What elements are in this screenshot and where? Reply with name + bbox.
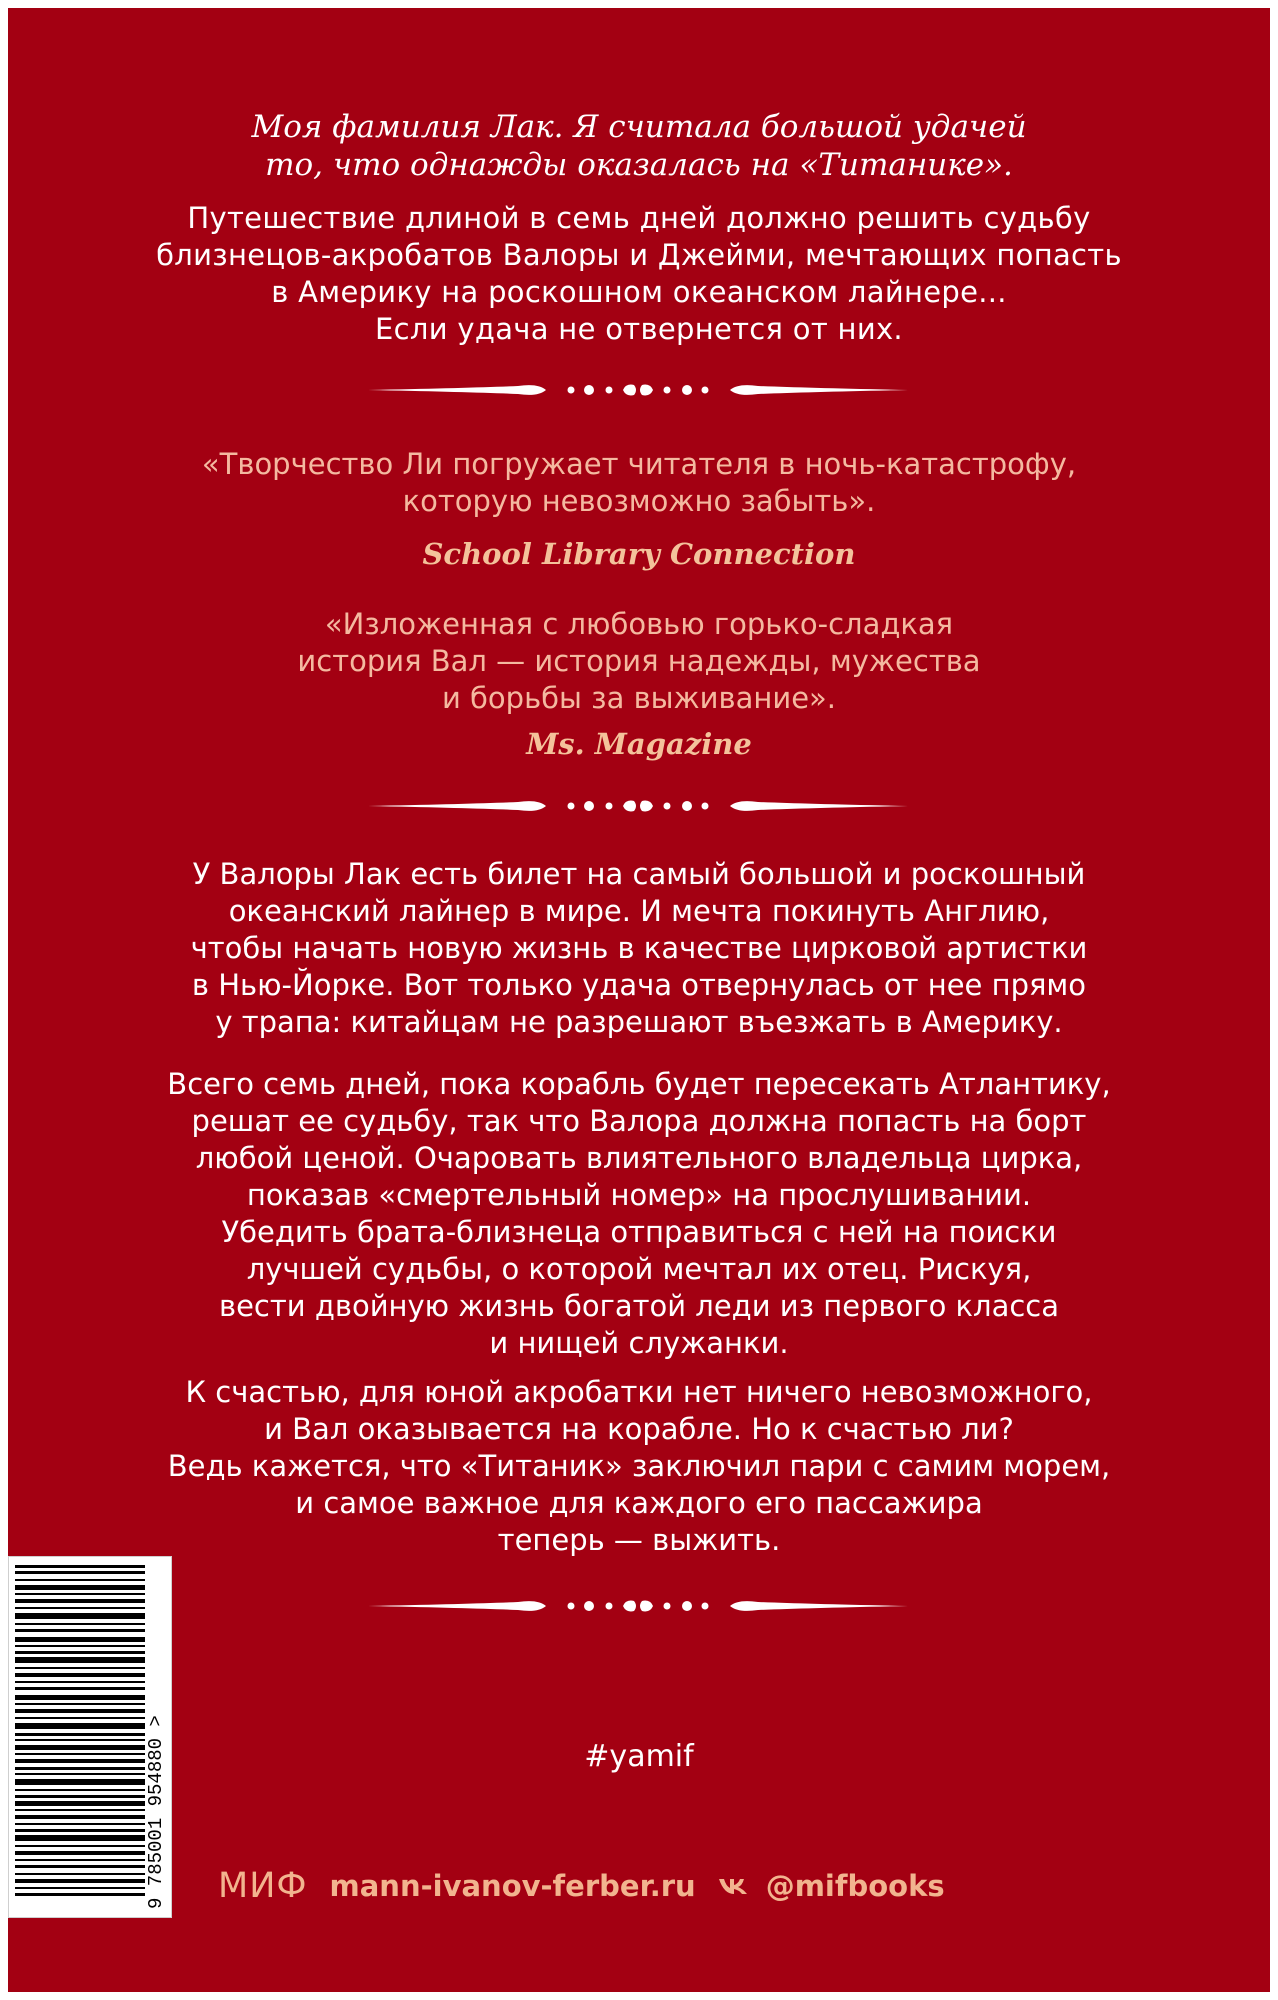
intro-paragraph <box>8 200 1270 348</box>
description-line: вести двойную жизнь богатой леди из первого класса <box>218 1289 1060 1323</box>
ornamental-divider <box>368 793 908 819</box>
barcode-digits: 9 785001 954880 > <box>145 1715 167 1909</box>
description-paragraph-3 <box>8 1374 1270 1559</box>
intro-italic-line: то, что однажды оказалась на «Титанике». <box>265 147 1013 183</box>
description-line: у трапа: китайцам не разрешают въезжать в Америку. <box>215 1005 1063 1039</box>
intro-line: Путешествие длиной в семь дней должно решить судьбу <box>187 201 1091 235</box>
publisher-footer <box>218 1866 945 1906</box>
review-source-2: Ms. Magazine <box>526 727 752 761</box>
publisher-logo: МИФ <box>218 1866 308 1906</box>
description-line: и Вал оказывается на корабле. Но к счастью ли? <box>264 1412 1014 1446</box>
review-quote-line: и борьбы за выживание». <box>441 681 837 715</box>
description-line: океанский лайнер в мире. И мечта покинуть Англию, <box>228 894 1050 928</box>
ornamental-divider <box>368 377 908 403</box>
vk-icon[interactable] <box>718 1876 748 1896</box>
description-line: Убедить брата-близнеца отправиться с ней на поиски <box>221 1215 1057 1249</box>
description-line: и нищей служанки. <box>489 1326 789 1360</box>
review-quote-2 <box>8 606 1270 717</box>
intro-line: близнецов-акробатов Валоры и Джейми, мечтающих попасть <box>156 238 1122 272</box>
intro-line: Если удача не отвернется от них. <box>375 312 903 346</box>
description-line: У Валоры Лак есть билет на самый большой и роскошный <box>192 857 1086 891</box>
review-source-1: School Library Connection <box>422 537 856 571</box>
social-handle-link[interactable]: @mifbooks <box>765 1869 945 1903</box>
description-line: показав «смертельный номер» на прослушивании. <box>246 1178 1032 1212</box>
description-line: теперь — выжить. <box>497 1523 781 1557</box>
description-line: любой ценой. Очаровать влиятельного владельца цирка, <box>195 1141 1083 1175</box>
review-quote-line: «Творчество Ли погружает читателя в ночь-катастрофу, <box>201 447 1077 481</box>
description-line: лучшей судьбы, о которой мечтал их отец. Рискуя, <box>246 1252 1032 1286</box>
ornamental-divider <box>368 1593 908 1619</box>
book-back-cover <box>8 8 1270 1992</box>
hashtag: #yamif <box>584 1739 694 1774</box>
description-paragraph-2 <box>8 1066 1270 1362</box>
description-line: Ведь кажется, что «Титаник» заключил пари с самим морем, <box>167 1449 1111 1483</box>
barcode-graphic <box>9 1557 171 1917</box>
intro-italic-line: Моя фамилия Лак. Я считала большой удачей <box>251 109 1027 145</box>
publisher-website-link[interactable]: mann-ivanov-ferber.ru <box>329 1869 696 1903</box>
review-quote-line: «Изложенная с любовью горько-сладкая <box>324 607 954 641</box>
review-quote-line: история Вал — история надежды, мужества <box>297 644 981 678</box>
intro-italic-quote <box>8 108 1270 184</box>
description-paragraph-1 <box>8 856 1270 1041</box>
intro-line: в Америку на роскошном океанском лайнере... <box>271 275 1007 309</box>
description-line: и самое важное для каждого его пассажира <box>295 1486 983 1520</box>
review-quote-line: которую невозможно забыть». <box>402 484 876 518</box>
description-line: К счастью, для юной акробатки нет ничего невозможного, <box>185 1375 1093 1409</box>
description-line: в Нью-Йорке. Вот только удача отвернулась от нее прямо <box>191 968 1087 1002</box>
description-line: чтобы начать новую жизнь в качестве цирковой артистки <box>190 931 1088 965</box>
description-line: решат ее судьбу, так что Валора должна попасть на борт <box>191 1104 1087 1138</box>
isbn-barcode <box>8 1556 172 1918</box>
review-quote-1 <box>8 446 1270 520</box>
description-line: Всего семь дней, пока корабль будет пересекать Атлантику, <box>167 1067 1111 1101</box>
